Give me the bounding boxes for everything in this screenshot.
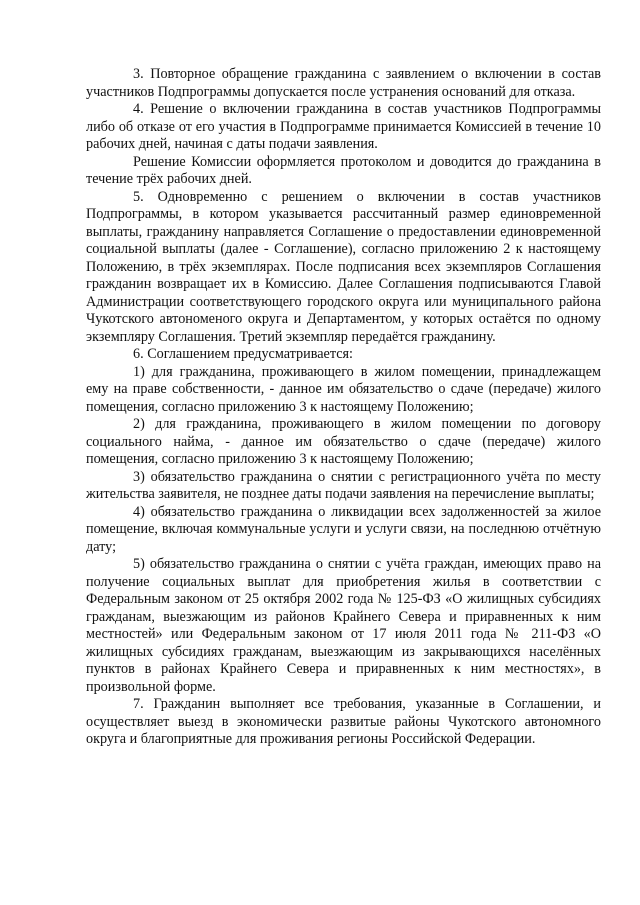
paragraph-4-decision-term: 4. Решение о включении гражданина в состав участников Подпрограммы либо об отказе от его участия в Подпрограмме принимается Комиссией в течение 10 рабочих дней, начиная с даты подачи заявления. — [86, 101, 601, 152]
list-item-2-tenant-obligation: 2) для гражданина, проживающего в жилом помещении по договору социального найма, - данное им обязательство о сдаче (передаче) жилого помещения, согласно приложению 3 к настоящему Положению; — [86, 416, 601, 467]
paragraph-5-agreement: 5. Одновременно с решением о включении в состав участников Подпрограммы, в котором указывается рассчитанный размер единовременной выплаты, гражданину направляется Соглашение о предоставлении единовременной социальной выплаты (далее - Соглашение), согласно приложению 2 к настоящему Положению, в трёх экземплярах. После подписания всех экземпляров Соглашения гражданин возвращает их в Комиссию. Далее Соглашения подписываются Главой Администрации соответствующего городского округа или муниципального района Чукотского автономеного округа и Департаментом, у которых остаётся по одному экземпляру Соглашения. Третий экземпляр передаётся гражданину. — [86, 188, 601, 345]
paragraph-7-relocation: 7. Гражданин выполняет все требования, указанные в Соглашении, и осуществляет выезд в экономически развитые районы Чукотского автономного округа и благоприятные для проживания регионы Российской Федерации. — [86, 696, 601, 747]
paragraph-3-reapplication: 3. Повторное обращение гражданина с заявлением о включении в состав участников Подпрограммы допускается после устранения оснований для отказа. — [86, 66, 601, 100]
list-item-3-deregistration: 3) обязательство гражданина о снятии с регистрационного учёта по месту жительства заявителя, не позднее даты подачи заявления на перечисление выплаты; — [86, 468, 601, 502]
list-item-5-removal-from-register: 5) обязательство гражданина о снятии с учёта граждан, имеющих право на получение социальных выплат для приобретения жилья в соответствии с Федеральным законом от 25 октября 2002 года № 125-ФЗ «О жилищных субсидиях гражданам, выезжающим из районов Крайнего Севера и приравненных к ним местностей» или Федеральным законом от 17 июля 2011 года № 211-ФЗ «О жилищных субсидиях гражданам, выезжающим из закрывающихся населённых пунктов в районах Крайнего Севера и приравненных к ним местностях», в произвольной форме. — [86, 556, 601, 695]
list-item-4-debt-liquidation: 4) обязательство гражданина о ликвидации всех задолженностей за жилое помещение, включая коммунальные услуги и услуги связи, на последнюю отчётную дату; — [86, 503, 601, 555]
document-page — [86, 66, 601, 749]
paragraph-6-agreement-provisions: 6. Соглашением предусматривается: — [133, 346, 353, 362]
paragraph-commission-protocol: Решение Комиссии оформляется протоколом и доводится до гражданина в течение трёх рабочих дней. — [86, 153, 601, 187]
list-item-1-owner-obligation: 1) для гражданина, проживающего в жилом помещении, принадлежащем ему на праве собственности, - данное им обязательство о сдаче (передаче) жилого помещения, согласно приложению 3 к настоящему Положению; — [86, 363, 601, 415]
